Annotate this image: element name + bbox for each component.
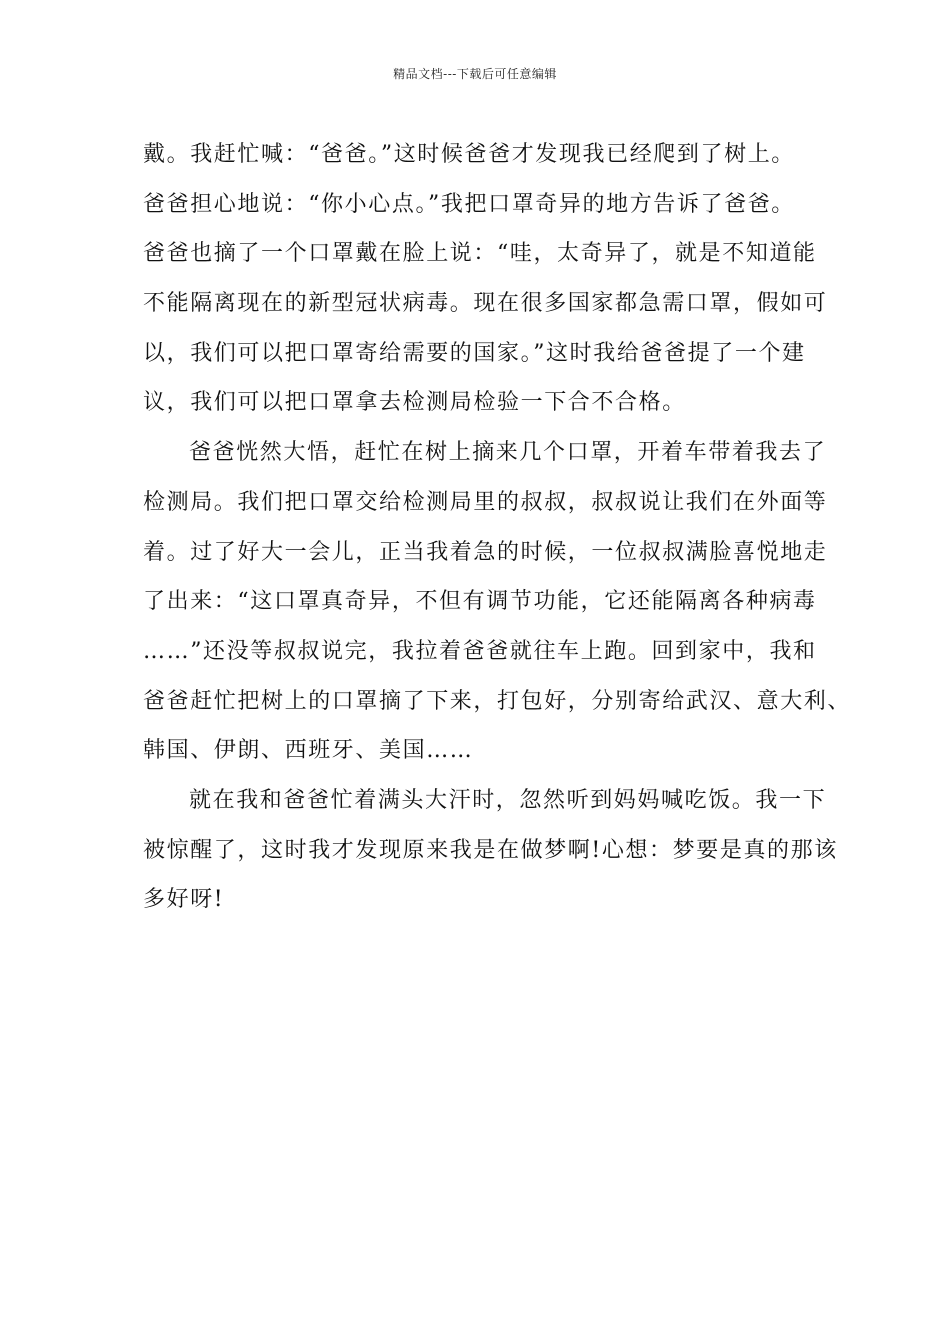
text-line: 爸爸也摘了一个口罩戴在脸上说：“哇，太奇异了，就是不知道能	[143, 241, 817, 267]
text-line: 着。过了好大一会儿，正当我着急的时候，一位叔叔满脸喜悦地走	[143, 539, 828, 565]
document-body	[143, 130, 852, 925]
page-header: 精品文档---下载后可任意编辑	[393, 67, 557, 81]
text-line: 被惊醒了，这时我才发现原来我是在做梦啊!心想：梦要是真的那该	[143, 837, 838, 863]
text-line: 以，我们可以把口罩寄给需要的国家。”这时我给爸爸提了一个建	[143, 340, 806, 366]
text-line: 检测局。我们把口罩交给检测局里的叔叔，叔叔说让我们在外面等	[143, 489, 828, 515]
text-line: 爸爸担心地说：“你小心点。”我把口罩奇异的地方告诉了爸爸。	[143, 191, 795, 217]
text-line: 韩国、伊朗、西班牙、美国……	[143, 738, 474, 764]
text-line: 议，我们可以把口罩拿去检测局检验一下合不合格。	[143, 390, 686, 416]
text-line: 不能隔离现在的新型冠状病毒。现在很多国家都急需口罩，假如可	[143, 291, 828, 317]
paragraph-first-line: 爸爸恍然大悟，赶忙在树上摘来几个口罩，开着车带着我去了	[189, 440, 827, 466]
text-line: 多好呀!	[143, 887, 225, 913]
paragraph-first-line: 就在我和爸爸忙着满头大汗时，忽然听到妈妈喊吃饭。我一下	[189, 787, 827, 813]
text-line: ……”还没等叔叔说完，我拉着爸爸就往车上跑。回到家中，我和	[143, 638, 817, 664]
text-line: 了出来：“这口罩真奇异，不但有调节功能，它还能隔离各种病毒	[143, 589, 817, 615]
text-line: 戴。我赶忙喊：“爸爸。”这时候爸爸才发现我已经爬到了树上。	[143, 142, 795, 167]
text-line: 爸爸赶忙把树上的口罩摘了下来，打包好，分别寄给武汉、意大利、	[143, 688, 852, 714]
